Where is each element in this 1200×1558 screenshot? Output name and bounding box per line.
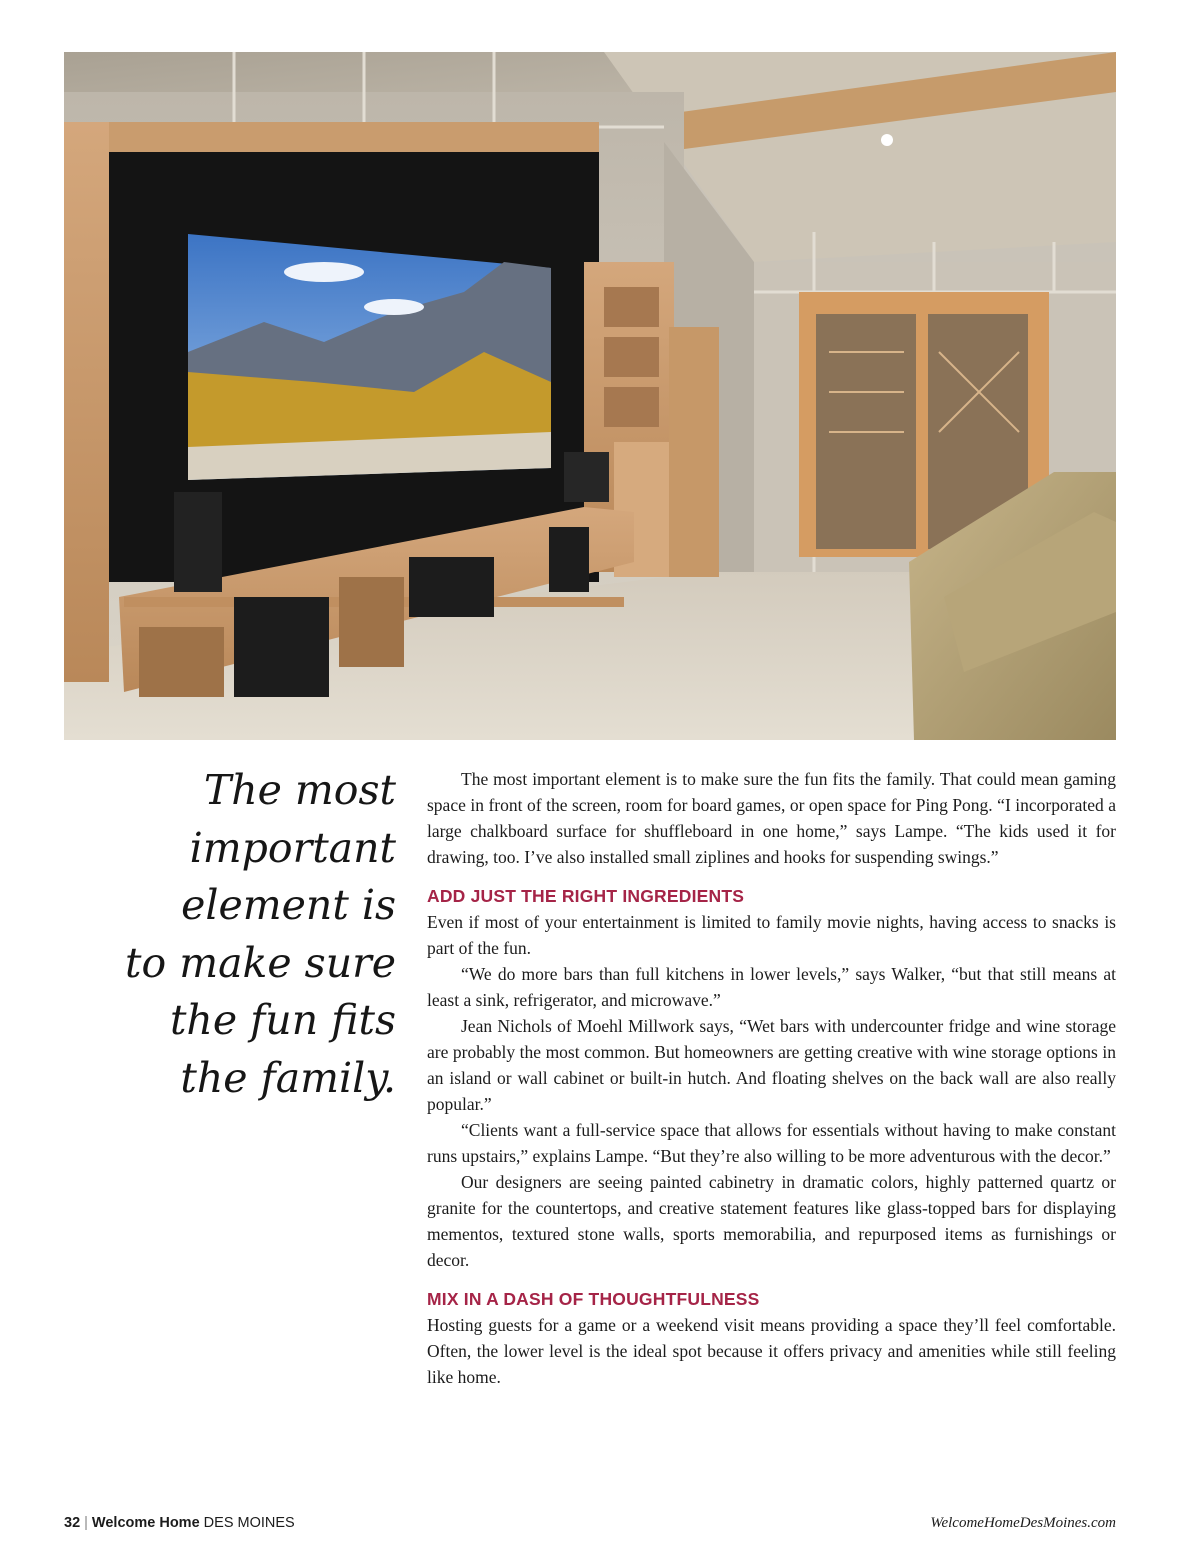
pull-quote-line: the fun fits bbox=[169, 996, 396, 1044]
article-paragraph: Hosting guests for a game or a weekend visit means providing a space they’ll feel comfortable. Often, the lower level is the ideal spot because it offers privacy and amenities while still feeling like home. bbox=[427, 1315, 1116, 1387]
article-paragraph: The most important element is to make sure the fun fits the family. That could mean gaming space in front of the screen, room for board games, or open space for Ping Pong. “I incorporated a large chalkboard surface for shuffleboard in one home,” says Lampe. “The kids used it for drawing, too. I’ve also installed small ziplines and hooks for suspending swings.” bbox=[427, 769, 1116, 867]
article-paragraph: Even if most of your entertainment is limited to family movie nights, having access to snacks is part of the fun. bbox=[427, 912, 1116, 958]
pull-quote-line: to make sure bbox=[125, 938, 396, 987]
article-paragraph: Jean Nichols of Moehl Millwork says, “Wet bars with undercounter fridge and wine storage are probably the most common. But homeowners are getting creative with wine storage options in an island or wall cabinet or built-in hutch. And floating shelves on the back wall are also really popular.” bbox=[427, 1016, 1116, 1114]
pull-quote-line: important bbox=[189, 823, 396, 872]
page-number: 32 bbox=[64, 1515, 81, 1531]
footer-publication bbox=[64, 1515, 295, 1531]
pull-quote bbox=[120, 762, 396, 1107]
article-paragraph: Our designers are seeing painted cabinetry in dramatic colors, highly patterned quartz or granite for the countertops, and creative statement features like glass-topped bars for displaying mementos, textured stone walls, sports memorabilia, and repurposed items as furnishings or decor. bbox=[427, 1172, 1116, 1270]
article-paragraph: “Clients want a full-service space that allows for essentials without having to make constant runs upstairs,” explains Lampe. “But they’re also willing to be more adventurous with the decor.” bbox=[427, 1120, 1116, 1166]
section-heading: ADD JUST THE RIGHT INGREDIENTS bbox=[427, 886, 745, 906]
pull-quote-line: the family. bbox=[180, 1053, 396, 1102]
home-theater-photo bbox=[64, 52, 1116, 740]
article-body bbox=[427, 766, 1116, 1390]
footer-website: WelcomeHomeDesMoines.com bbox=[930, 1515, 1116, 1531]
footer-brand: Welcome Home bbox=[91, 1515, 200, 1531]
footer-separator: | bbox=[84, 1515, 88, 1531]
pull-quote-line: The most bbox=[203, 766, 396, 814]
section-heading: MIX IN A DASH OF THOUGHTFULNESS bbox=[427, 1289, 760, 1309]
pull-quote-line: element is bbox=[181, 881, 396, 929]
footer-city: DES MOINES bbox=[203, 1515, 295, 1531]
article-paragraph: “We do more bars than full kitchens in lower levels,” says Walker, “but that still means at least a sink, refrigerator, and microwave.” bbox=[427, 964, 1116, 1010]
